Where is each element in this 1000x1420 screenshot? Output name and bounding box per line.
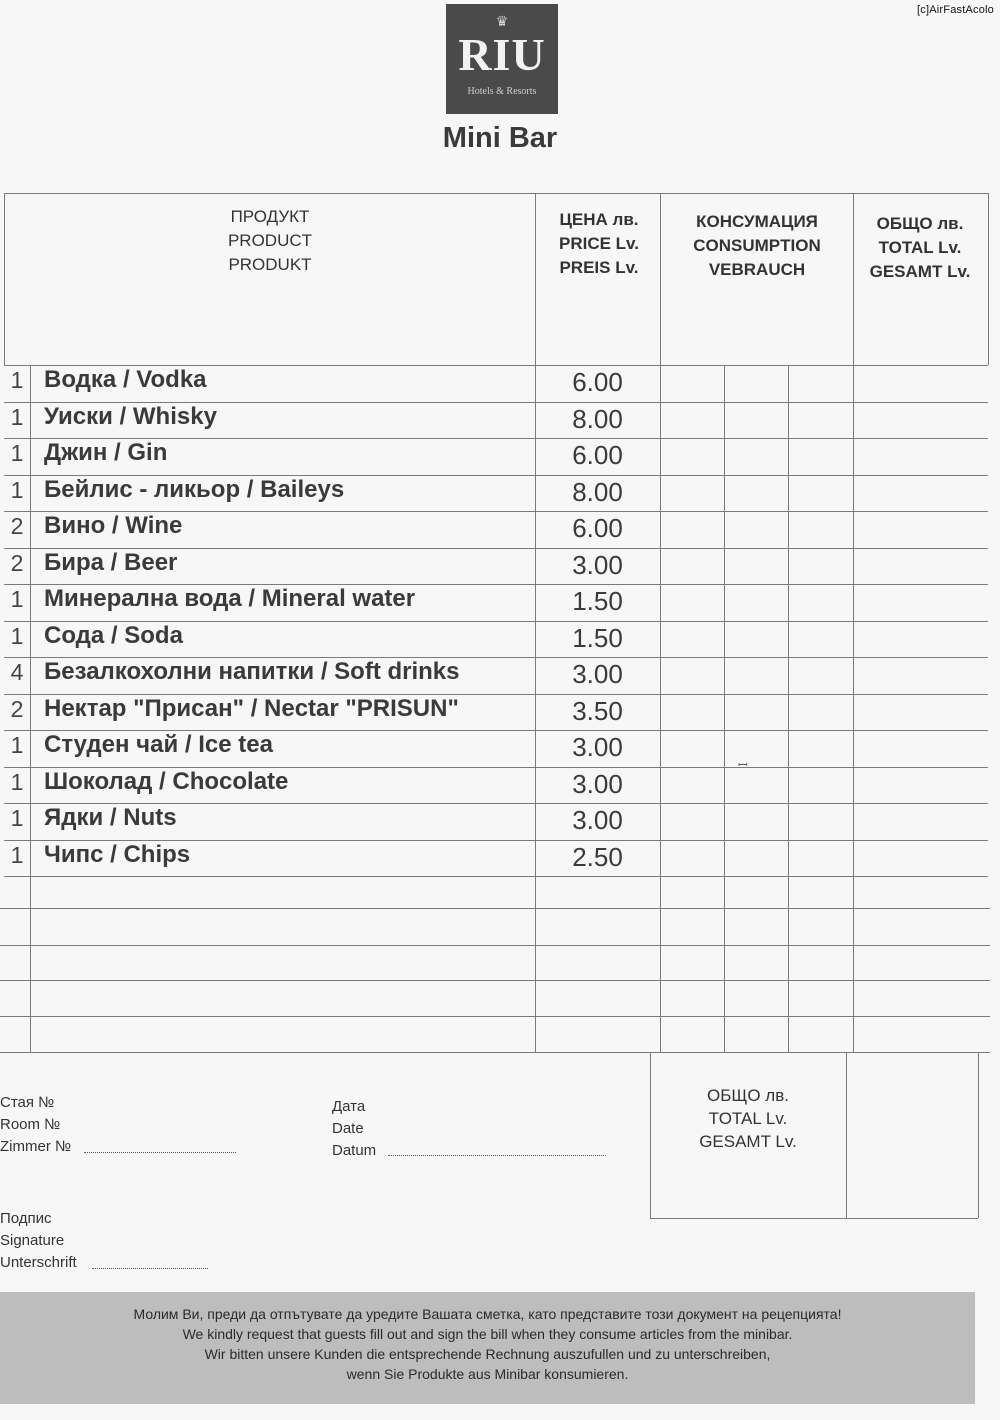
item-quantity: 1: [10, 440, 24, 466]
signature-field[interactable]: [92, 1268, 208, 1269]
item-total-field[interactable]: [855, 658, 985, 692]
item-name: Минерална вода / Mineral water: [44, 585, 416, 612]
date-label: Дата Date Datum: [332, 1098, 377, 1159]
item-price: 6.00: [572, 367, 623, 397]
price-column-header: ЦЕНА лв. PRICE Lv. PREIS Lv.: [559, 210, 639, 277]
item-name: Сода / Soda: [44, 622, 183, 649]
item-price: 6.00: [572, 440, 623, 470]
item-name: Чипс / Chips: [44, 841, 191, 868]
product-column-header: ПРОДУКТ PRODUCT PRODUKT: [227, 207, 313, 274]
empty-row-line: [0, 980, 990, 981]
item-quantity: 2: [10, 550, 24, 576]
item-total-field[interactable]: [855, 512, 985, 546]
item-consumption-field[interactable]: [662, 622, 852, 656]
item-name: Безалкохолни напитки / Soft drinks: [44, 658, 460, 685]
room-label: Стая № Room № Zimmer №: [0, 1094, 72, 1155]
grand-total-box-divider: [846, 1053, 847, 1218]
item-quantity: 1: [10, 805, 24, 831]
item-quantity: 2: [10, 696, 24, 722]
table-right-border: [988, 193, 989, 365]
item-consumption-field[interactable]: [662, 804, 852, 838]
item-name: Вино / Wine: [44, 512, 183, 539]
signature-label: Подпис Signature Unterschrift: [0, 1210, 77, 1271]
item-name: Студен чай / Ice tea: [44, 731, 273, 758]
item-total-field[interactable]: [855, 439, 985, 473]
table-top-border: [4, 193, 988, 194]
logo-brand: RIU: [458, 29, 546, 80]
riu-logo: [446, 4, 558, 114]
item-quantity: 1: [10, 623, 24, 649]
item-price: 8.00: [572, 404, 623, 434]
item-price: 3.50: [572, 696, 623, 726]
item-name: Водка / Vodka: [44, 366, 207, 393]
item-name: Бира / Beer: [44, 549, 178, 576]
grand-total-box-bottom: [650, 1218, 978, 1219]
item-total-field[interactable]: [855, 585, 985, 619]
item-quantity: 1: [10, 477, 24, 503]
room-number-field[interactable]: [84, 1152, 236, 1153]
divider-consumption-total: [853, 193, 854, 1053]
pen-mark: ꟷ: [738, 758, 748, 772]
table-bottom-border: [0, 1052, 990, 1053]
item-consumption-field[interactable]: [662, 731, 852, 765]
item-price: 1.50: [572, 623, 623, 653]
grand-total-value-field[interactable]: [848, 1055, 976, 1216]
footer-line-bg: Молим Ви, преди да отпътувате да уредите Вашата сметка, като представите този документ на рецепцията!: [133, 1306, 842, 1322]
item-price: 3.00: [572, 769, 623, 799]
item-quantity: 1: [10, 732, 24, 758]
item-total-field[interactable]: [855, 622, 985, 656]
item-price: 1.50: [572, 586, 623, 616]
item-total-field[interactable]: [855, 731, 985, 765]
item-total-field[interactable]: [855, 476, 985, 510]
footer-notice: [0, 1292, 975, 1404]
item-total-field[interactable]: [855, 768, 985, 802]
divider-product-price: [535, 193, 536, 1053]
item-price: 3.00: [572, 659, 623, 689]
empty-row-line: [0, 945, 990, 946]
item-quantity: 1: [10, 586, 24, 612]
item-name: Уиски / Whisky: [44, 403, 217, 430]
item-consumption-field[interactable]: [662, 841, 852, 875]
item-name: Шоколад / Chocolate: [44, 768, 289, 795]
watermark: [c]AirFastAcolo: [917, 4, 994, 16]
item-consumption-field[interactable]: [662, 403, 852, 437]
footer-line-de: Wir bitten unsere Kunden die entsprechende Rechnung auszufullen und zu unterschreiben,: [204, 1346, 771, 1362]
empty-row-line: [0, 1016, 990, 1017]
item-consumption-field[interactable]: [662, 549, 852, 583]
table-left-border: [4, 193, 5, 365]
item-consumption-field[interactable]: [662, 512, 852, 546]
item-quantity: 1: [10, 367, 24, 393]
item-quantity: 1: [10, 769, 24, 795]
item-quantity: 1: [10, 842, 24, 868]
item-name: Ядки / Nuts: [44, 804, 177, 831]
grand-total-box-right: [978, 1053, 979, 1218]
date-field[interactable]: [388, 1155, 606, 1156]
item-price: 8.00: [572, 477, 623, 507]
crown-icon: ♛: [495, 13, 509, 29]
grand-total-label: ОБЩО лв. TOTAL Lv. GESAMT Lv.: [699, 1086, 797, 1151]
item-quantity: 4: [10, 659, 24, 685]
item-consumption-field[interactable]: [662, 366, 852, 400]
item-total-field[interactable]: [855, 695, 985, 729]
item-total-field[interactable]: [855, 549, 985, 583]
item-total-field[interactable]: [855, 366, 985, 400]
logo-tagline: Hotels & Resorts: [467, 86, 537, 97]
item-name: Бейлис - ликьор / Baileys: [44, 476, 345, 503]
item-price: 2.50: [572, 842, 623, 872]
footer-line-en: We kindly request that guests fill out and sign the bill when they consume articles from the minibar.: [182, 1326, 793, 1342]
item-consumption-field[interactable]: [662, 476, 852, 510]
consumption-column-header: КОНСУМАЦИЯ CONSUMPTION VEBRAUCH: [693, 212, 821, 279]
item-price: 3.00: [572, 805, 623, 835]
item-consumption-field[interactable]: [662, 585, 852, 619]
item-price: 6.00: [572, 513, 623, 543]
item-name: Нектар "Присан" / Nectar "PRISUN": [44, 695, 459, 722]
item-total-field[interactable]: [855, 403, 985, 437]
page-title: Mini Bar: [442, 122, 558, 154]
empty-row-line: [0, 908, 990, 909]
item-quantity: 2: [10, 513, 24, 539]
item-name: Джин / Gin: [44, 439, 168, 466]
item-consumption-field[interactable]: [662, 695, 852, 729]
divider-price-consumption: [660, 193, 661, 1053]
item-total-field[interactable]: [855, 841, 985, 875]
item-consumption-field[interactable]: [662, 768, 852, 802]
qty-column-divider: [30, 365, 31, 1053]
item-consumption-field[interactable]: [662, 658, 852, 692]
item-price: 3.00: [572, 550, 623, 580]
row-divider: [4, 876, 988, 877]
item-total-field[interactable]: [855, 804, 985, 838]
item-consumption-field[interactable]: [662, 439, 852, 473]
footer-line-de-2: wenn Sie Produkte aus Minibar konsumieren.: [346, 1366, 629, 1382]
total-column-header: ОБЩО лв. TOTAL Lv. GESAMT Lv.: [869, 214, 971, 281]
item-quantity: 1: [10, 404, 24, 430]
item-price: 3.00: [572, 732, 623, 762]
